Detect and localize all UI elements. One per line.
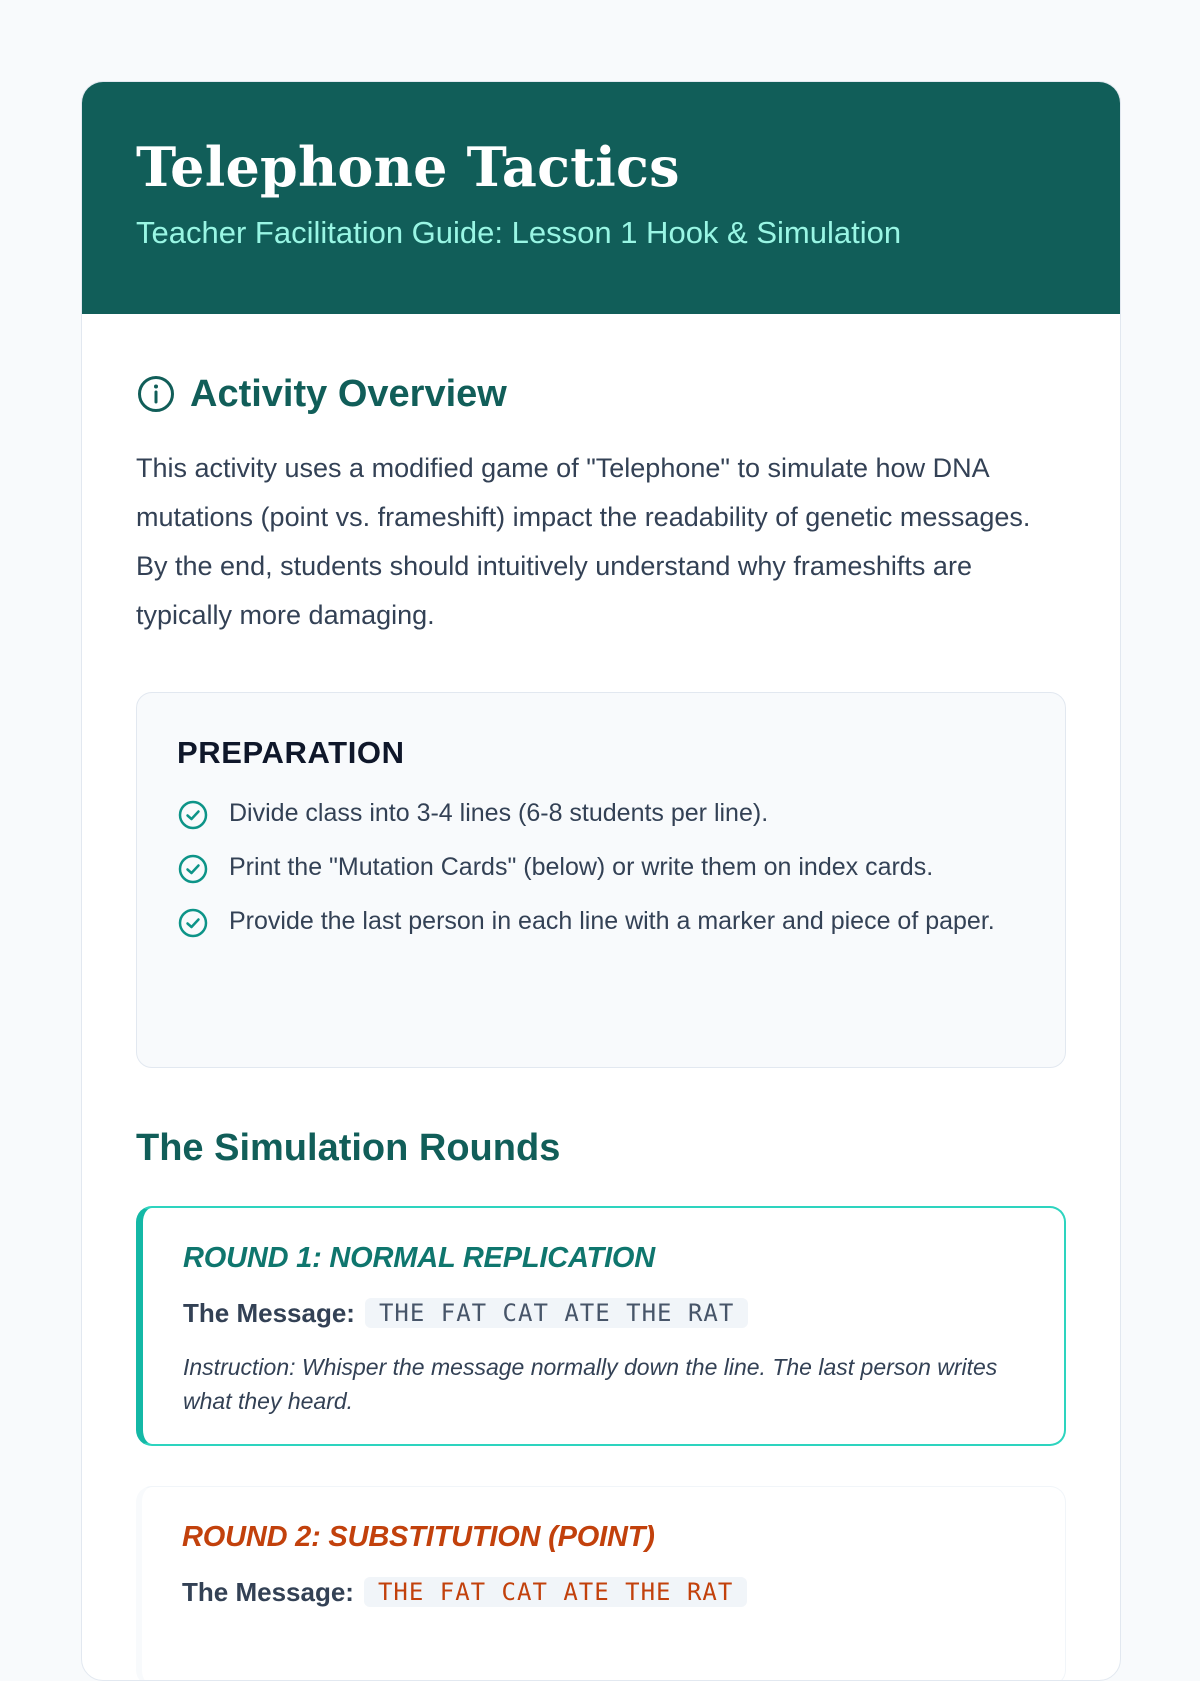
overview-heading: Activity Overview [190,373,507,415]
check-circle-icon [177,799,209,831]
main-content [82,314,1120,1681]
round-card [136,1486,1066,1681]
overview-text: This activity uses a modified game of "Telephone" to simulate how DNA mutations (point vs. frameshift) impact the readability of genetic messages. By the end, students should intuitively understand why frameshifts are typically more damaging. [136,453,1031,630]
page-title: Telephone Tactics [136,135,680,199]
list-item [177,901,1025,941]
round-instruction: Instruction: Whisper the message normally down the line. The last person writes what they heard. [183,1354,998,1414]
round-title: ROUND 1: NORMAL REPLICATION [183,1242,656,1274]
info-icon [136,374,176,414]
check-circle-icon [177,907,209,939]
header-banner [82,82,1120,314]
message-label: The Message: [182,1577,354,1607]
message-code: THE FAT CAT ATE THE RAT [364,1577,747,1607]
preparation-item-text: Provide the last person in each line with a marker and piece of paper. [229,907,995,935]
round-card [136,1206,1066,1446]
overview-heading-row [136,368,1066,420]
guide-card [81,81,1121,1681]
page-subtitle: Teacher Facilitation Guide: Lesson 1 Hook & Simulation [136,215,902,250]
message-row [183,1296,1024,1330]
rounds-heading: The Simulation Rounds [136,1127,561,1169]
preparation-title: PREPARATION [177,735,405,770]
list-item [177,847,1025,887]
round-title: ROUND 2: SUBSTITUTION (POINT) [182,1521,655,1553]
message-code: THE FAT CAT ATE THE RAT [365,1298,748,1328]
message-label: The Message: [183,1298,355,1328]
list-item [177,793,1025,833]
message-row [182,1575,1025,1609]
preparation-box [136,692,1066,1068]
preparation-item-text: Print the "Mutation Cards" (below) or write them on index cards. [229,853,934,881]
check-circle-icon [177,853,209,885]
preparation-item-text: Divide class into 3-4 lines (6-8 students per line). [229,799,769,827]
preparation-list [177,793,1025,941]
